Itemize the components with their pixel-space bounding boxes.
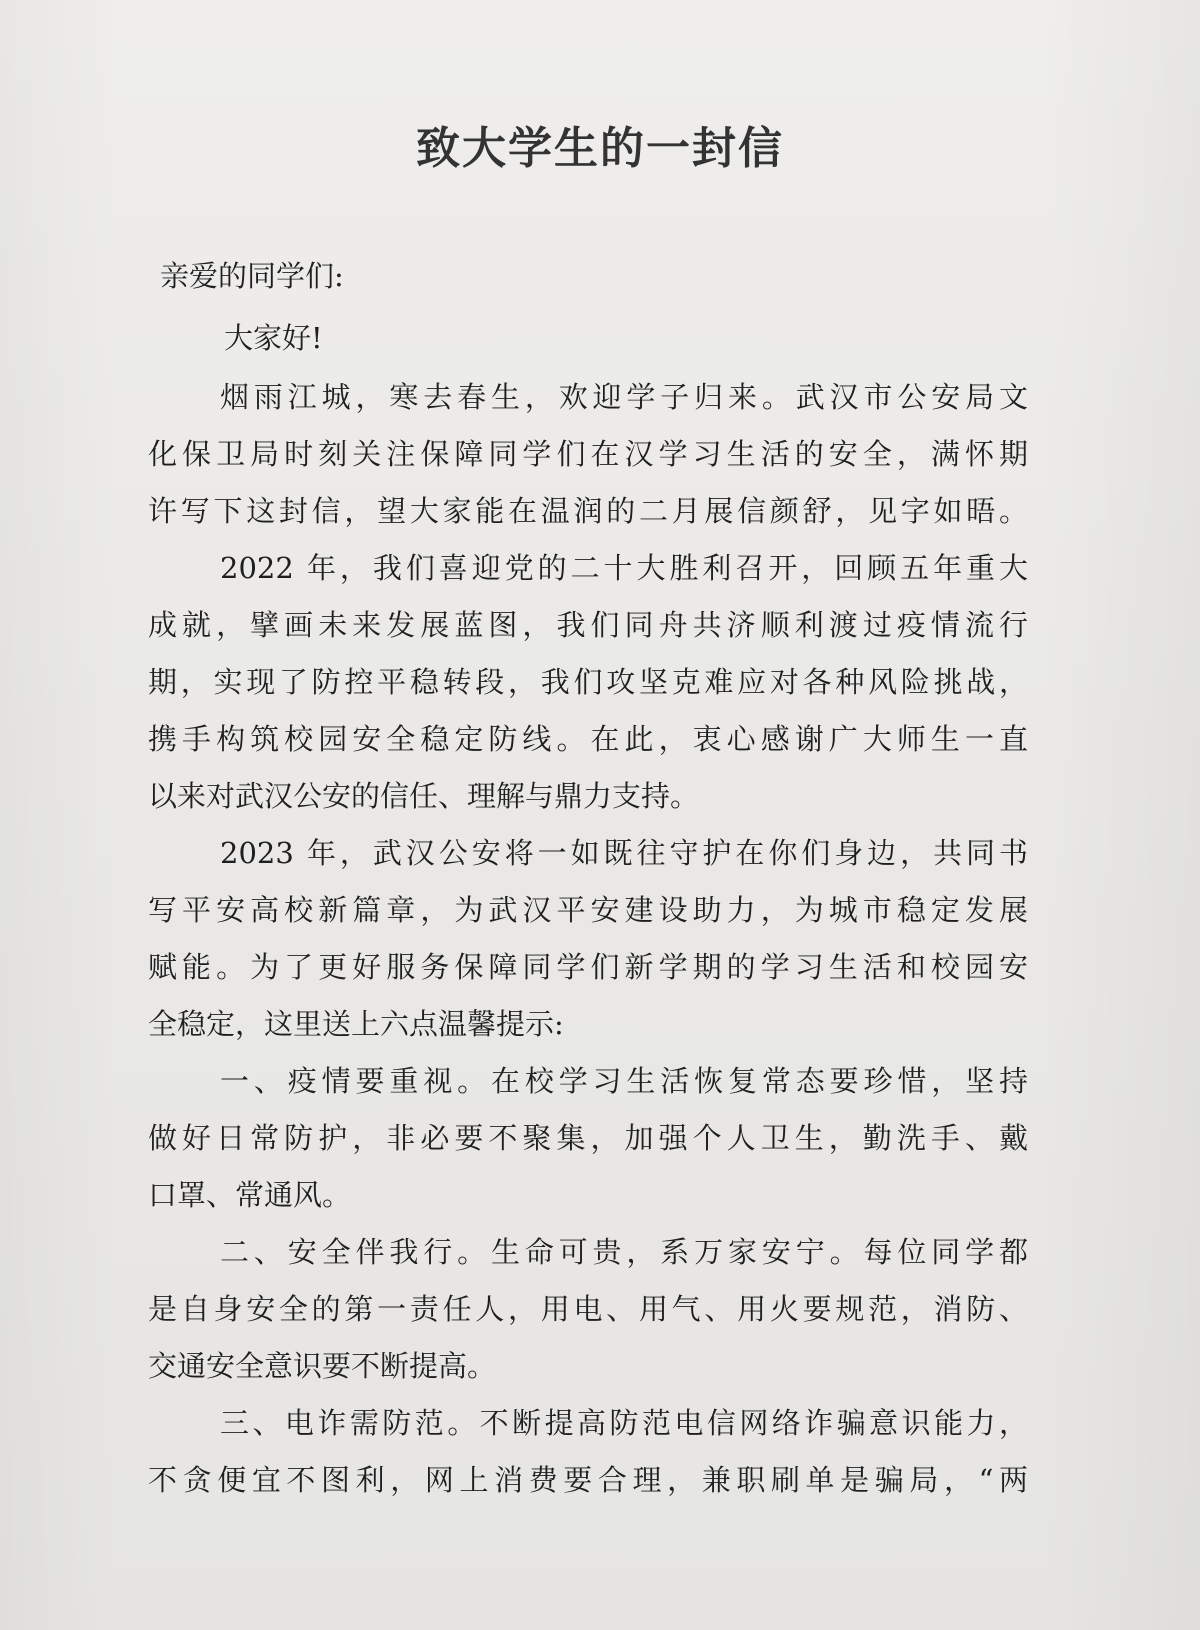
paragraph-line: 携手构筑校园安全稳定防线。在此，衷心感谢广大师生一直 (148, 722, 1028, 756)
greeting: 大家好! (224, 321, 323, 355)
paragraph-tip-3 (148, 1395, 1028, 1509)
paragraph-line: 烟雨江城，寒去春生，欢迎学子归来。武汉市公安局文 (220, 380, 1028, 414)
paragraph-line: 二、安全伴我行。生命可贵，系万家安宁。每位同学都 (220, 1235, 1028, 1269)
paragraph-line: 一、疫情要重视。在校学习生活恢复常态要珍惜，坚持 (220, 1064, 1028, 1098)
letter-body (148, 245, 1028, 1509)
paragraph-2023 (148, 825, 1028, 1053)
paper-shadow-right (1040, 0, 1200, 1630)
paragraph-line: 期，实现了防控平稳转段，我们攻坚克难应对各种风险挑战， (148, 665, 1028, 699)
paragraph-welcome (148, 369, 1028, 540)
paragraph-2022 (148, 540, 1028, 825)
paragraph-tip-1 (148, 1053, 1028, 1224)
paragraph-line: 做好日常防护，非必要不聚集，加强个人卫生，勤洗手、戴 (148, 1121, 1028, 1155)
paragraph-line: 是自身安全的第一责任人，用电、用气、用火要规范，消防、 (148, 1292, 1028, 1326)
paragraph-line: 三、电诈需防范。不断提高防范电信网络诈骗意识能力， (220, 1406, 1028, 1440)
paragraph-tip-2 (148, 1224, 1028, 1395)
paragraph-line: 成就，擘画未来发展蓝图，我们同舟共济顺利渡过疫情流行 (148, 608, 1028, 642)
paragraph-line: 不贪便宜不图利，网上消费要合理，兼职刷单是骗局，“两 (148, 1463, 1028, 1497)
paragraph-line: 交通安全意识要不断提高。 (148, 1349, 497, 1383)
salutation: 亲爱的同学们: (160, 259, 344, 293)
paragraph-line: 赋能。为了更好服务保障同学们新学期的学习生活和校园安 (148, 950, 1028, 984)
paragraph-line: 许写下这封信，望大家能在温润的二月展信颜舒，见字如晤。 (148, 494, 1028, 528)
paragraph-line: 2022 年，我们喜迎党的二十大胜利召开，回顾五年重大 (220, 551, 1028, 585)
paper-shadow-left (0, 0, 120, 1630)
paragraph-line: 口罩、常通风。 (148, 1178, 352, 1212)
paragraph-line: 2023 年，武汉公安将一如既往守护在你们身边，共同书 (220, 836, 1028, 870)
paragraph-line: 以来对武汉公安的信任、理解与鼎力支持。 (148, 779, 700, 813)
letter-title: 致大学生的一封信 (416, 123, 784, 174)
paragraph-line: 全稳定，这里送上六点温馨提示: (148, 1007, 564, 1041)
paragraph-line: 化保卫局时刻关注保障同学们在汉学习生活的安全，满怀期 (148, 437, 1028, 471)
paragraph-line: 写平安高校新篇章，为武汉平安建设助力，为城市稳定发展 (148, 893, 1028, 927)
